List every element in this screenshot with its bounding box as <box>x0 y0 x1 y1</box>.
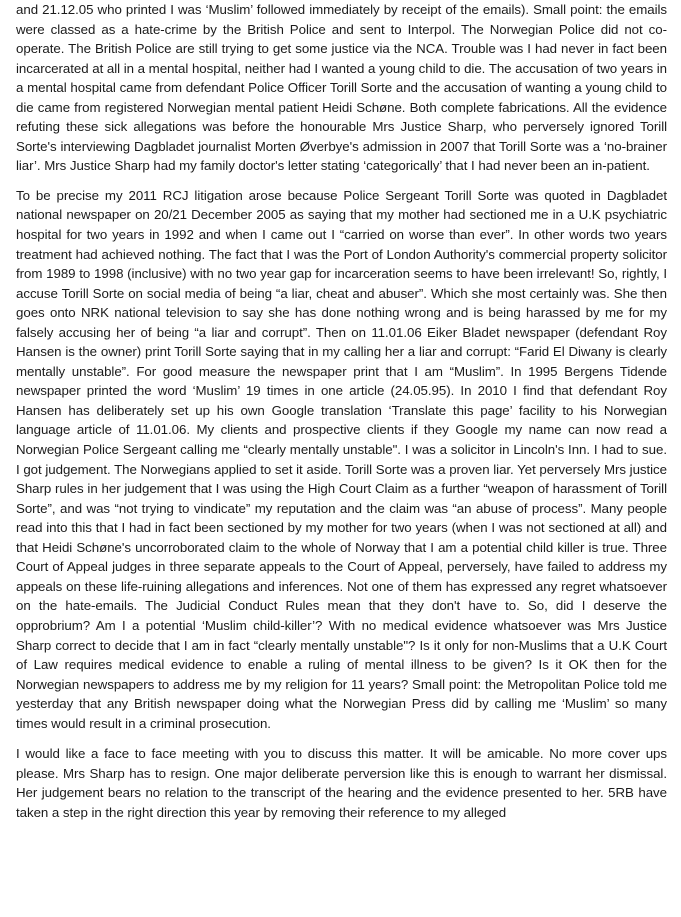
letter-page <box>16 0 667 822</box>
paragraph-meeting-request: I would like a face to face meeting with you to discuss this matter. It will be amicable. No more cover ups please. Mrs Sharp has to resign. One major deliberate perversion like this is enough to warrant her dismissal. Her judgement bears no relation to the transcript of the hearing and the evidence presented to her. 5RB have taken a step in the right direction this year by removing their reference to my alleged <box>16 746 667 820</box>
paragraph-rcj-litigation: To be precise my 2011 RCJ litigation arose because Police Sergeant Torill Sorte was quoted in Dagbladet national newspaper on 20/21 December 2005 as saying that my mother had sectioned me in a U.K psychiatric hospital for two years in 1992 and when I came out I “carried on worse than ever”. In other words two years treatment had achieved nothing. The fact that I was the Port of London Authority's commercial property solicitor from 1989 to 1998 (inclusive) with no two year gap for incarceration seems to have been irrelevant! So, rightly, I accuse Torill Sorte on social media of being “a liar, cheat and abuser”. Which she most certainly was. She then goes onto NRK national television to say she has done nothing wrong and is being harassed by me for my falsely accusing her of being “a liar and corrupt”. Then on 11.01.06 Eiker Bladet newspaper (defendant Roy Hansen is the owner) print Torill Sorte saying that in my calling her a liar and corrupt: “Farid El Diwany is clearly mentally unstable”. For good measure the newspaper print that I am “Muslim”. In 1995 Bergens Tidende newspaper printed the word ‘Muslim’ 19 times in one article (24.05.95). In 2010 I find that defendant Roy Hansen has deliberately set up his own Google translation ‘Translate this page’ facility to his Norwegian language article of 11.01.06. My clients and prospective clients if they Google my name can now read a Norwegian Police Sergeant calling me “clearly mentally unstable". I was a solicitor in Lincoln's Inn. I had to sue. I got judgement. The Norwegians applied to set it aside. Torill Sorte was a proven liar. Yet perversely Mrs justice Sharp rules in her judgement that I was using the High Court Claim as a further “weapon of harassment of Torill Sorte”, and was “not trying to vindicate” my reputation and the claim was “an abuse of process”. Many people read into this that I had in fact been sectioned by my mother for two years (when I was not sectioned at all) and that Heidi Schøne's uncorroborated claim to the whole of Norway that I am a potential child killer is true. Three Court of Appeal judges in three separate appeals to the Court of Appeal, perversely, have failed to address my appeals on these life-ruining allegations and inferences. Not one of them has expressed any regret whatsoever on the hate-emails. The Judicial Conduct Rules mean that they don't have to. So, did I deserve the opprobrium? Am I a potential ‘Muslim child-killer’? With no medical evidence whatsoever was Mrs Justice Sharp correct to decide that I am in fact “clearly mentally unstable"? Is it only for non-Muslims that a U.K Court of Law requires medical evidence to enable a ruling of mental illness to be given? Is it OK then for the Norwegian newspapers to address me by my religion for 11 years? Small point: the Metropolitan Police told me yesterday that any British newspaper doing what the Norwegian Press did by calling me ‘Muslim’ so many times would result in a criminal prosecution. <box>16 187 667 731</box>
paragraph-hate-email-context: and 21.12.05 who printed I was ‘Muslim’ followed immediately by receipt of the emails). Small point: the emails were classed as a hate-crime by the British Police and sent to Interpol. The Norwegian Police did not co-operate. The British Police are still trying to get some justice via the NCA. Trouble was I had never in fact been incarcerated at all in a mental hospital, neither had I wanted a young child to die. The accusation of two years in a mental hospital came from defendant Police Officer Torill Sorte and the accusation of wanting a young child to die came from registered Norwegian mental patient Heidi Schøne. Both complete fabrications. All the evidence refuting these sick allegations was before the honourable Mrs Justice Sharp, who perversely ignored Torill Sorte's interviewing Dagbladet journalist Morten Øverbye's admission in 2007 that Torill Sorte was a ‘no-brainer liar’. Mrs Justice Sharp had my family doctor's letter stating ‘categorically’ that I had never been an in-patient. <box>16 2 667 174</box>
